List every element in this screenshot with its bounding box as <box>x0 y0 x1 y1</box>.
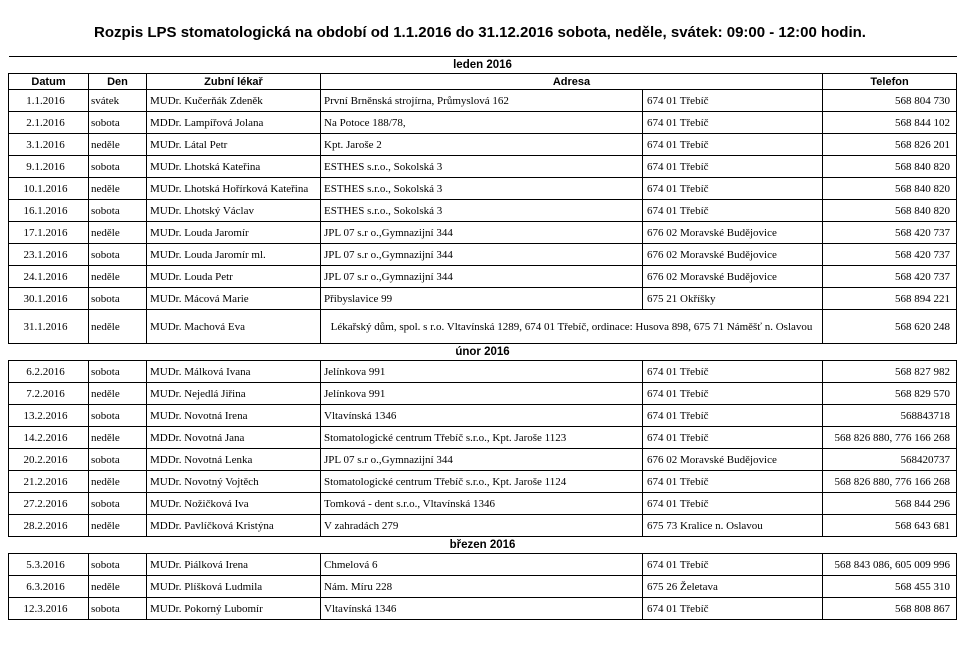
doctor-cell: MUDr. Lhotská Kateřina <box>147 156 321 178</box>
address-cell: Chmelová 6 <box>321 554 643 576</box>
city-cell: 674 01 Třebíč <box>643 200 823 222</box>
table-row <box>9 576 957 598</box>
table-row <box>9 222 957 244</box>
city-cell: 674 01 Třebíč <box>643 134 823 156</box>
day-cell: sobota <box>89 112 147 134</box>
date-cell: 1.1.2016 <box>9 90 89 112</box>
table-row <box>9 134 957 156</box>
month-row <box>9 537 957 554</box>
date-cell: 3.1.2016 <box>9 134 89 156</box>
table-row <box>9 266 957 288</box>
page-title: Rozpis LPS stomatologická na období od 1.1.2016 do 31.12.2016 sobota, neděle, svátek: 09:00 - 12:00 hodin. <box>94 24 866 41</box>
day-cell: sobota <box>89 449 147 471</box>
address-cell: Přibyslavice 99 <box>321 288 643 310</box>
table-row <box>9 405 957 427</box>
phone-cell: 568 894 221 <box>823 288 957 310</box>
day-cell: neděle <box>89 576 147 598</box>
phone-cell: 568 420 737 <box>823 244 957 266</box>
doctor-cell: MUDr. Machová Eva <box>147 310 321 344</box>
day-cell: sobota <box>89 554 147 576</box>
address-cell: ESTHES s.r.o., Sokolská 3 <box>321 200 643 222</box>
day-cell: neděle <box>89 222 147 244</box>
address-cell: JPL 07 s.r o.,Gymnazijní 344 <box>321 266 643 288</box>
phone-cell: 568 420 737 <box>823 222 957 244</box>
address-cell: Jelínkova 991 <box>321 361 643 383</box>
address-cell: JPL 07 s.r o.,Gymnazijní 344 <box>321 222 643 244</box>
table-header <box>9 74 957 90</box>
header-den: Den <box>89 74 147 90</box>
phone-cell: 568 808 867 <box>823 598 957 620</box>
city-cell: 676 02 Moravské Budějovice <box>643 266 823 288</box>
doctor-cell: MUDr. Novotný Vojtěch <box>147 471 321 493</box>
phone-cell: 568 840 820 <box>823 156 957 178</box>
city-cell: 674 01 Třebíč <box>643 112 823 134</box>
city-cell: 674 01 Třebíč <box>643 156 823 178</box>
city-cell: 674 01 Třebíč <box>643 554 823 576</box>
doctor-cell: MUDr. Málková Ivana <box>147 361 321 383</box>
phone-cell: 568 804 730 <box>823 90 957 112</box>
phone-cell: 568 643 681 <box>823 515 957 537</box>
city-cell: 674 01 Třebíč <box>643 361 823 383</box>
date-cell: 28.2.2016 <box>9 515 89 537</box>
phone-cell: 568 826 201 <box>823 134 957 156</box>
doctor-cell: MUDr. Louda Petr <box>147 266 321 288</box>
address-cell: Tomková - dent s.r.o., Vltavínská 1346 <box>321 493 643 515</box>
address-cell: Na Potoce 188/78, <box>321 112 643 134</box>
doctor-cell: MUDr. Piálková Irena <box>147 554 321 576</box>
doctor-cell: MUDr. Látal Petr <box>147 134 321 156</box>
date-cell: 2.1.2016 <box>9 112 89 134</box>
table-row <box>9 427 957 449</box>
table-row <box>9 90 957 112</box>
phone-cell: 568 840 820 <box>823 200 957 222</box>
phone-cell: 568 827 982 <box>823 361 957 383</box>
header-adresa: Adresa <box>321 74 823 90</box>
phone-cell: 568 844 296 <box>823 493 957 515</box>
phone-cell: 568 826 880, 776 166 268 <box>823 471 957 493</box>
city-cell: 674 01 Třebíč <box>643 598 823 620</box>
date-cell: 20.2.2016 <box>9 449 89 471</box>
city-cell: 674 01 Třebíč <box>643 90 823 112</box>
doctor-cell: MUDr. Lhotský Václav <box>147 200 321 222</box>
city-cell: 676 02 Moravské Budějovice <box>643 449 823 471</box>
phone-cell: 568 843 086, 605 009 996 <box>823 554 957 576</box>
day-cell: neděle <box>89 134 147 156</box>
day-cell: neděle <box>89 178 147 200</box>
city-cell: 674 01 Třebíč <box>643 178 823 200</box>
doctor-cell: MUDr. Pokorný Lubomír <box>147 598 321 620</box>
city-cell: 674 01 Třebíč <box>643 427 823 449</box>
doctor-cell: MDDr. Novotná Jana <box>147 427 321 449</box>
doctor-cell: MDDr. Novotná Lenka <box>147 449 321 471</box>
table-row <box>9 156 957 178</box>
day-cell: neděle <box>89 471 147 493</box>
schedule-table <box>8 56 957 620</box>
phone-cell: 568 826 880, 776 166 268 <box>823 427 957 449</box>
address-cell: První Brněnská strojírna, Průmyslová 162 <box>321 90 643 112</box>
month-row <box>9 344 957 361</box>
table-row <box>9 310 957 344</box>
day-cell: neděle <box>89 266 147 288</box>
date-cell: 30.1.2016 <box>9 288 89 310</box>
day-cell: svátek <box>89 90 147 112</box>
address-cell: Vltavínská 1346 <box>321 405 643 427</box>
date-cell: 23.1.2016 <box>9 244 89 266</box>
phone-cell: 568 420 737 <box>823 266 957 288</box>
address-cell: Vltavínská 1346 <box>321 598 643 620</box>
table-row <box>9 112 957 134</box>
month-label: březen 2016 <box>9 537 957 554</box>
doctor-cell: MDDr. Pavlíčková Kristýna <box>147 515 321 537</box>
doctor-cell: MUDr. Novotná Irena <box>147 405 321 427</box>
table-row <box>9 288 957 310</box>
date-cell: 21.2.2016 <box>9 471 89 493</box>
doctor-cell: MUDr. Nejedlá Jiřina <box>147 383 321 405</box>
date-cell: 24.1.2016 <box>9 266 89 288</box>
month-label: únor 2016 <box>9 344 957 361</box>
table-row <box>9 200 957 222</box>
address-cell: V zahradách 279 <box>321 515 643 537</box>
city-cell: 674 01 Třebíč <box>643 405 823 427</box>
day-cell: neděle <box>89 310 147 344</box>
date-cell: 13.2.2016 <box>9 405 89 427</box>
table-row <box>9 554 957 576</box>
table-row <box>9 493 957 515</box>
table-row <box>9 598 957 620</box>
day-cell: sobota <box>89 361 147 383</box>
address-cell: Nám. Míru 228 <box>321 576 643 598</box>
day-cell: sobota <box>89 493 147 515</box>
date-cell: 5.3.2016 <box>9 554 89 576</box>
address-cell: Stomatologické centrum Třebíč s.r.o., Kpt. Jaroše 1123 <box>321 427 643 449</box>
date-cell: 9.1.2016 <box>9 156 89 178</box>
date-cell: 31.1.2016 <box>9 310 89 344</box>
date-cell: 7.2.2016 <box>9 383 89 405</box>
city-cell: 675 21 Okříšky <box>643 288 823 310</box>
day-cell: sobota <box>89 405 147 427</box>
address-cell: Kpt. Jaroše 2 <box>321 134 643 156</box>
phone-cell: 568 829 570 <box>823 383 957 405</box>
day-cell: sobota <box>89 598 147 620</box>
doctor-cell: MUDr. Kučerňák Zdeněk <box>147 90 321 112</box>
day-cell: sobota <box>89 200 147 222</box>
city-cell: 676 02 Moravské Budějovice <box>643 244 823 266</box>
phone-cell: 568 844 102 <box>823 112 957 134</box>
date-cell: 6.3.2016 <box>9 576 89 598</box>
table-row <box>9 471 957 493</box>
day-cell: sobota <box>89 156 147 178</box>
table-row <box>9 244 957 266</box>
date-cell: 17.1.2016 <box>9 222 89 244</box>
table-row <box>9 515 957 537</box>
header-lekar: Zubní lékař <box>147 74 321 90</box>
phone-cell: 568 840 820 <box>823 178 957 200</box>
header-telefon: Telefon <box>823 74 957 90</box>
date-cell: 10.1.2016 <box>9 178 89 200</box>
day-cell: sobota <box>89 244 147 266</box>
doctor-cell: MUDr. Lhotská Hořírková Kateřina <box>147 178 321 200</box>
table-row <box>9 361 957 383</box>
doctor-cell: MUDr. Plíšková Ludmila <box>147 576 321 598</box>
month-row-leden <box>9 57 957 74</box>
doctor-cell: MUDr. Louda Jaromír <box>147 222 321 244</box>
doctor-cell: MUDr. Nožičková Iva <box>147 493 321 515</box>
city-cell: 676 02 Moravské Budějovice <box>643 222 823 244</box>
address-cell: JPL 07 s.r o.,Gymnazijní 344 <box>321 449 643 471</box>
address-cell: ESTHES s.r.o., Sokolská 3 <box>321 156 643 178</box>
day-cell: neděle <box>89 383 147 405</box>
city-cell: 675 73 Kralice n. Oslavou <box>643 515 823 537</box>
address-cell: Stomatologické centrum Třebíč s.r.o., Kpt. Jaroše 1124 <box>321 471 643 493</box>
date-cell: 14.2.2016 <box>9 427 89 449</box>
table-row <box>9 449 957 471</box>
header-datum: Datum <box>9 74 89 90</box>
doctor-cell: MUDr. Mácová Marie <box>147 288 321 310</box>
month-label: leden 2016 <box>9 57 957 74</box>
doctor-cell: MDDr. Lampířová Jolana <box>147 112 321 134</box>
date-cell: 12.3.2016 <box>9 598 89 620</box>
table-row <box>9 178 957 200</box>
city-cell: 675 26 Želetava <box>643 576 823 598</box>
day-cell: neděle <box>89 427 147 449</box>
city-cell: 674 01 Třebíč <box>643 493 823 515</box>
phone-cell: 568 620 248 <box>823 310 957 344</box>
address-cell: ESTHES s.r.o., Sokolská 3 <box>321 178 643 200</box>
city-cell: 674 01 Třebíč <box>643 471 823 493</box>
city-cell: 674 01 Třebíč <box>643 383 823 405</box>
address-cell: JPL 07 s.r o.,Gymnazijní 344 <box>321 244 643 266</box>
phone-cell: 568420737 <box>823 449 957 471</box>
date-cell: 6.2.2016 <box>9 361 89 383</box>
day-cell: neděle <box>89 515 147 537</box>
date-cell: 27.2.2016 <box>9 493 89 515</box>
day-cell: sobota <box>89 288 147 310</box>
date-cell: 16.1.2016 <box>9 200 89 222</box>
address-cell: Lékařský dům, spol. s r.o. Vltavínská 1289, 674 01 Třebíč, ordinace: Husova 898, 675 71 Náměšť n. Oslavou <box>321 310 823 344</box>
address-cell: Jelínkova 991 <box>321 383 643 405</box>
phone-cell: 568843718 <box>823 405 957 427</box>
phone-cell: 568 455 310 <box>823 576 957 598</box>
table-row <box>9 383 957 405</box>
doctor-cell: MUDr. Louda Jaromír ml. <box>147 244 321 266</box>
